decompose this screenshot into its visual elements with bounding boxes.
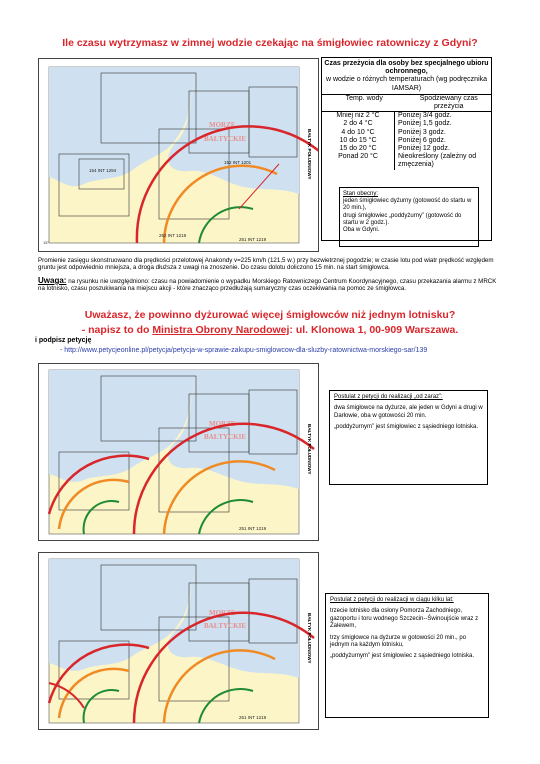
- temp-cell: 4 do 10 °C: [341, 128, 375, 136]
- postulate-panel-1: [329, 390, 488, 485]
- temp-cell: Ponad 20 °C: [338, 153, 378, 161]
- chart-num: 152 INT 1201: [224, 160, 252, 165]
- temp-cell: Mniej niż 2 °C: [336, 112, 380, 120]
- status-line: Oba w Gdyni.: [343, 227, 380, 234]
- question-2-prefix: - napisz to do: [81, 324, 153, 336]
- chart-num: 251 INT 1219: [239, 715, 267, 720]
- panel2-p1: trzecie lotnisko dla osłony Pomorza Zachodniego, gazoportu i toru wodnego Szczecin--Świnoujście wraz z Zalewem,: [330, 608, 479, 630]
- status-box: [339, 187, 479, 247]
- postulate-panel-2: [325, 593, 489, 718]
- time-cell: Poniżej 12 godz.: [398, 145, 450, 153]
- side-label: BAŁTYK POŁUDNIOWY: [307, 129, 312, 180]
- status-line: jeden śmigłowiec dyżurny (gotowość do startu w 20 min.),: [343, 198, 472, 212]
- range-note: Promienie zasięgu skonstruowano dla prędkości przelotowej Anakondy v=225 km/h (121,5 w.) przy bezwietrznej pogodzie; w czasie lotu pod wiatr prędkość względem gruntu jest odpowiednio mniejsza, a droga dłuższa z uwagi na znoszenie. Do czasu dolotu doliczono 15 min. na start śmigłowca.: [38, 257, 494, 272]
- time-cell: Poniżej 3 godz.: [398, 128, 446, 136]
- chart-num: 252 INT 1218: [159, 233, 187, 238]
- side-label: BAŁTYK POŁUDNIOWY: [307, 424, 312, 475]
- sign-label: i podpisz petycję: [35, 337, 92, 344]
- sea-label-1: MORZE: [209, 609, 236, 617]
- map-bottom-graphic: [39, 553, 318, 729]
- warning-text: na rysunku nie uwzględniono: czasu na powiadomienie o wypadku Morskiego Ratowniczego Centrum Koordynacyjnego, czasu przekazania alarmu z MRCK na lotnisko, czasu poszukiwania na miejscu akcji - które znacząco przedłużają sumaryczny czas oczekiwania na pomoc ze śmigłowca.: [38, 278, 497, 293]
- sea-label-2: BAŁTYCKIE: [204, 135, 247, 143]
- panel1-heading: Postulat z petycji do realizacji „od zaraz”:: [334, 394, 443, 400]
- petition-link[interactable]: - http://www.petycjeonline.pl/petycja/petycja-w-sprawie-zakupu-smiglowcow-dla-sluzby-ratownictwa-morskiego-sar/139: [60, 347, 428, 354]
- survival-heading: Czas przeżycia dla osoby bez specjalnego ubioru ochronnego,: [324, 60, 489, 76]
- svg-text:15°: 15°: [43, 240, 50, 245]
- panel2-p2: trzy śmigłowce na dyżurze w gotowości 20 min., po jednym na każdym lotnisku,: [330, 634, 467, 649]
- minister-link[interactable]: Ministra Obrony Narodowej: [152, 324, 290, 336]
- survival-subheading: w wodzie o różnych temperaturach (wg podręcznika IAMSAR): [325, 76, 488, 92]
- map-middle: [38, 363, 319, 541]
- panel1-p1: dwa śmigłowce na dyżurze, ale jeden w Gdyni a drugi w Darłowie, oba w gotowości 20 min.: [334, 405, 483, 419]
- panel1-p2: „poddyżurnym” jest śmigłowiec z sąsiedniego lotniska.: [334, 424, 479, 431]
- status-heading: Stan obecny:: [343, 191, 379, 197]
- chart-num: 251 INT 1219: [239, 526, 267, 531]
- sea-label-1: MORZE: [209, 420, 236, 428]
- chart-num: 154 INT 1294: [89, 168, 117, 173]
- panel2-p3: „poddyżurnym” jest śmigłowiec z sąsiedniego lotniska.: [330, 653, 475, 660]
- time-cell: Poniżej 3/4 godz.: [398, 112, 452, 120]
- time-cell: Poniżej 1,5 godz.: [398, 120, 452, 128]
- warning-label: Uwaga:: [38, 276, 67, 285]
- temp-cell: 10 do 15 °C: [339, 136, 377, 144]
- question-2: [0, 324, 540, 336]
- map-top-graphic: [39, 59, 318, 251]
- time-cell: Poniżej 6 godz.: [398, 136, 446, 144]
- sea-label-2: BAŁTYCKIE: [204, 433, 247, 441]
- question-1: Uważasz, że powinno dyżurować więcej śmigłowców niż jednym lotnisku?: [84, 309, 456, 321]
- sea-label-1: MORZE: [209, 121, 236, 129]
- page-title: Ile czasu wytrzymasz w zimnej wodzie czekając na śmigłowiec ratowniczy z Gdyni?: [62, 37, 478, 49]
- col-temp: Temp. wody: [345, 94, 383, 102]
- chart-num: 251 INT 1219: [239, 237, 267, 242]
- map-bottom: [38, 552, 319, 730]
- temp-cell: 15 do 20 °C: [339, 145, 377, 153]
- side-label: BAŁTYK POŁUDNIOWY: [307, 613, 312, 664]
- temp-cell: 2 do 4 °C: [343, 120, 373, 128]
- map-top: [38, 58, 319, 252]
- question-2-suffix: : ul. Klonowa 1, 00-909 Warszawa.: [289, 324, 459, 336]
- col-time: Spodziewany czas przeżycia: [419, 94, 478, 111]
- time-cell: Nieokreślony (zależny od zmęczenia): [398, 153, 477, 169]
- warning-note: [38, 277, 504, 293]
- status-line: drugi śmigłowiec „poddyżurny” (gotowość do startu w 2 godz.).: [343, 212, 462, 226]
- sea-label-2: BAŁTYCKIE: [204, 622, 247, 630]
- panel2-heading: Postulat z petycji do realizacji w ciągu kilku lat:: [330, 597, 454, 603]
- map-middle-graphic: [39, 364, 318, 540]
